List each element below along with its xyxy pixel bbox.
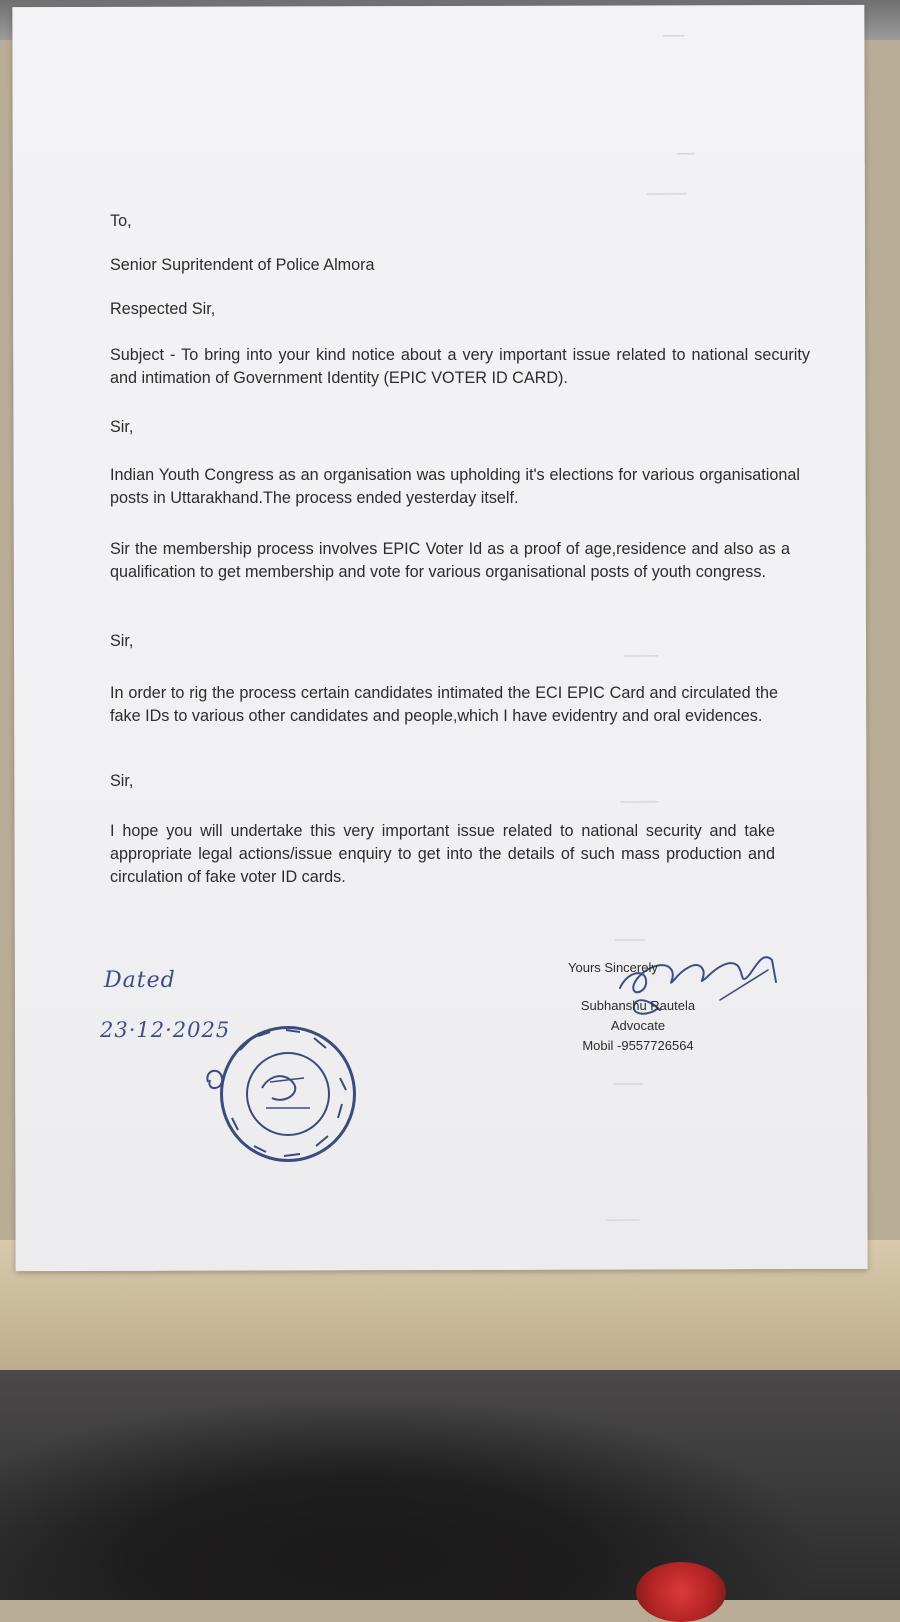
red-object [636,1562,726,1622]
subject-line: Subject - To bring into your kind notice about a very important issue related to national security and intimation of Government Identity (EPIC VOTER ID CARD). [110,346,810,387]
letter-closing [548,958,728,1056]
paper-speck [606,1219,640,1220]
recipient-to: To, [110,212,132,230]
salutation: Respected Sir, [110,300,216,318]
shadow-shape [0,1370,900,1600]
paper-speck [662,35,684,36]
paper-speck [677,153,695,154]
official-stamp [200,1018,365,1168]
handwritten-dated-label: Dated [104,968,176,993]
paper-speck [620,801,658,802]
paragraph-3: In order to rig the process certain candidates intimated the ECI EPIC Card and circulated the fake IDs to various other candidates and people,which I have evidentry and oral evidences. [110,684,778,725]
sender-name: Subhanshu Rautela [580,998,696,1013]
paper-speck [647,193,687,194]
paper-speck [624,655,658,656]
paper-speck [613,1083,643,1084]
paragraph-4: I hope you will undertake this very important issue related to national security and take appropriate legal actions/issue enquiry to get into the details of such mass production and circulation of fake voter ID cards. [110,822,775,886]
sender-mobile: Mobil -9557726564 [582,1038,694,1053]
letter-paper [12,5,867,1271]
stamp-marks-icon [200,1018,365,1168]
sir-line-1: Sir, [110,418,134,436]
sir-line-3: Sir, [110,772,134,790]
handwritten-date: 23·12·2025 [100,1018,231,1042]
paragraph-1: Indian Youth Congress as an organisation was upholding it's elections for various organisational posts in Uttarakhand.The process ended yesterday itself. [110,466,800,507]
recipient-address: Senior Supritendent of Police Almora [110,256,375,274]
sender-title: Advocate [610,1018,666,1033]
paragraph-2: Sir the membership process involves EPIC Voter Id as a proof of age,residence and also as a qualification to get membership and vote for various organisational posts of youth congress. [110,540,790,581]
sir-line-2: Sir, [110,632,134,650]
closing-sincerely: Yours Sincerely [568,960,658,975]
